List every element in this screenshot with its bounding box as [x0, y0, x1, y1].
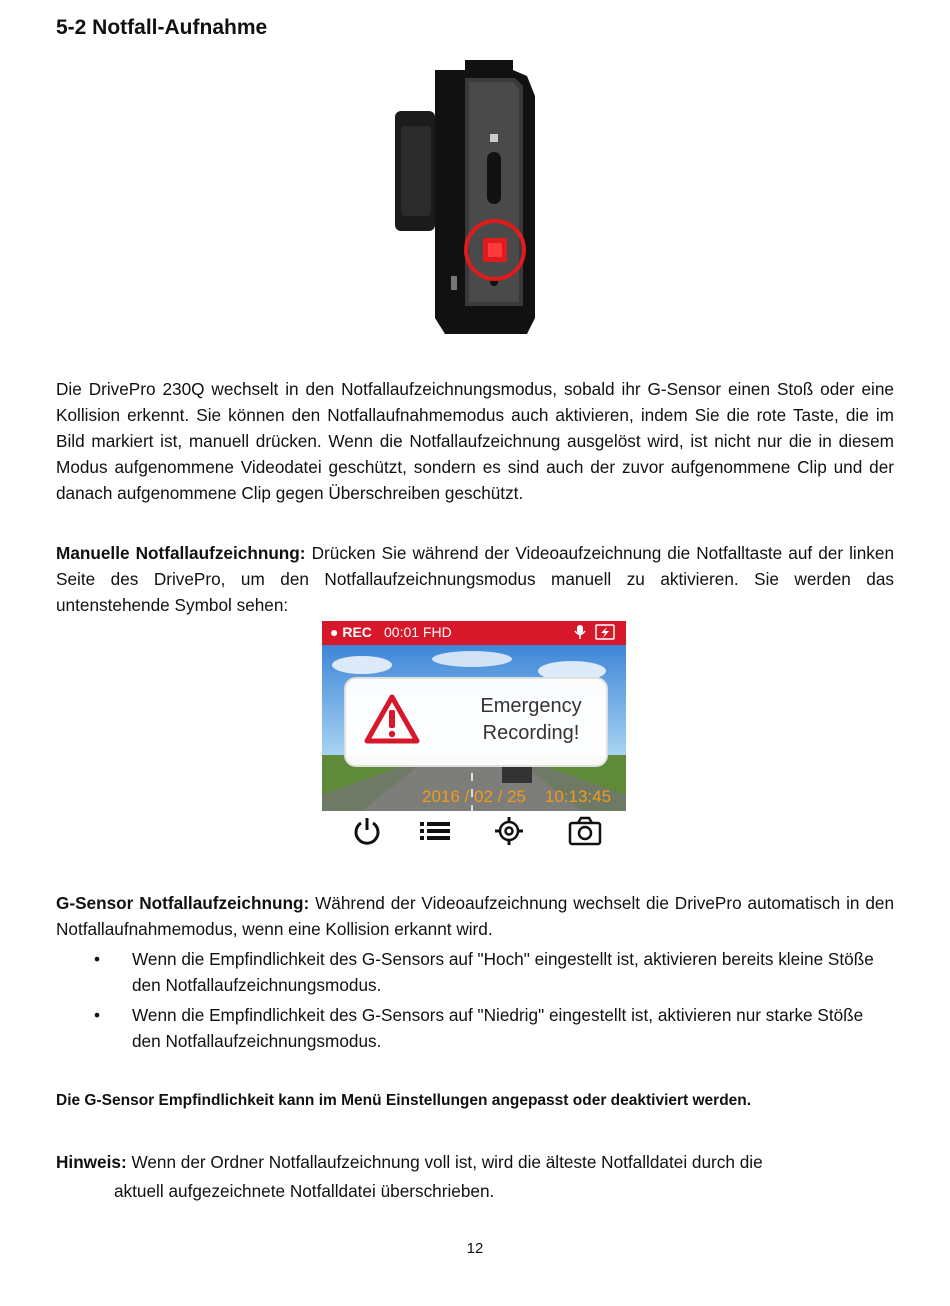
power-icon	[350, 814, 384, 848]
page-number: 12	[466, 1240, 484, 1257]
section-heading: 5-2 Notfall-Aufnahme	[56, 16, 268, 39]
rec-label: REC	[342, 624, 372, 640]
dashcam-side-illustration	[395, 56, 545, 338]
status-bar	[322, 621, 626, 645]
hint-paragraph	[56, 1148, 876, 1206]
intro-paragraph: Die DrivePro 230Q wechselt in den Notfallaufzeichnungsmodus, sobald ihr G-Sensor einen Stoß oder eine Kollision erkennt. Sie können den Notfallaufnahmemodus auch aktivieren, indem Sie die rote Taste, die im Bild markiert ist, manuell drücken. Wenn die Notfallaufzeichnung ausgelöst wird, ist nicht nur die in diesem Modus aufgenommene Videodatei geschützt, sondern es sind auch der zuvor aufgenommene Clip und der danach aufgenommene Clip gegen Überschreiben geschützt.	[56, 379, 894, 503]
camera-screen-illustration	[322, 621, 626, 811]
hint-label: Hinweis:	[56, 1152, 127, 1172]
recording-status: 00:01 FHD	[384, 624, 452, 640]
gsensor-text: Während der Videoaufzeichnung wechselt die DrivePro automatisch in den Notfallaufnahmemodus, wenn eine Kollision erkannt wird.	[56, 893, 895, 939]
status-icons	[572, 623, 618, 644]
settings-note: Die G-Sensor Empfindlichkeit kann im Menü Einstellungen angepasst oder deaktiviert werden.	[56, 1092, 752, 1109]
bullet-symbol: •	[94, 949, 101, 969]
dialog-line-1: Emergency	[480, 695, 582, 717]
manual-recording-label: Manuelle Notfallaufzeichnung:	[56, 543, 306, 563]
camera-button-row	[340, 812, 620, 852]
warning-triangle-icon	[364, 693, 420, 745]
list-item	[56, 946, 894, 998]
camera-icon	[568, 814, 602, 848]
list-item	[56, 1002, 894, 1054]
hint-line-2: aktuell aufgezeichnete Notfalldatei überschrieben.	[114, 1181, 495, 1201]
bullet-symbol: •	[94, 1005, 101, 1025]
manual-recording-text: Drücken Sie während der Videoaufzeichnung die Notfalltaste auf der linken Seite des DrivePro, um den Notfallaufzeichnungsmodus manuell zu aktivieren. Sie werden das untenstehende Symbol sehen:	[56, 543, 894, 615]
dialog-message	[456, 693, 606, 747]
hint-line-1: Wenn der Ordner Notfallaufzeichnung voll ist, wird die älteste Notfalldatei durch die	[126, 1152, 763, 1172]
menu-icon	[418, 814, 452, 848]
list-item-text: Wenn die Empfindlichkeit des G-Sensors auf "Niedrig" eingestellt ist, aktivieren nur starke Stöße den Notfallaufzeichnungsmodus.	[132, 1005, 864, 1051]
list-item-text: Wenn die Empfindlichkeit des G-Sensors auf "Hoch" eingestellt ist, aktivieren bereits kleine Stöße den Notfallaufzeichnungsmodus.	[132, 949, 874, 995]
rec-indicator: ● REC	[330, 624, 372, 640]
gsensor-paragraph	[56, 890, 894, 942]
manual-recording-paragraph	[56, 540, 894, 618]
gsensor-label: G-Sensor Notfallaufzeichnung:	[56, 893, 310, 913]
dialog-line-2: Recording!	[482, 722, 580, 744]
emergency-recording-dialog	[344, 677, 608, 767]
screen-datetime: 2016 / 02 / 25 10:13:45	[422, 787, 612, 806]
microphone-icon	[572, 623, 618, 641]
sensitivity-list	[56, 946, 894, 1058]
settings-icon	[492, 814, 526, 848]
